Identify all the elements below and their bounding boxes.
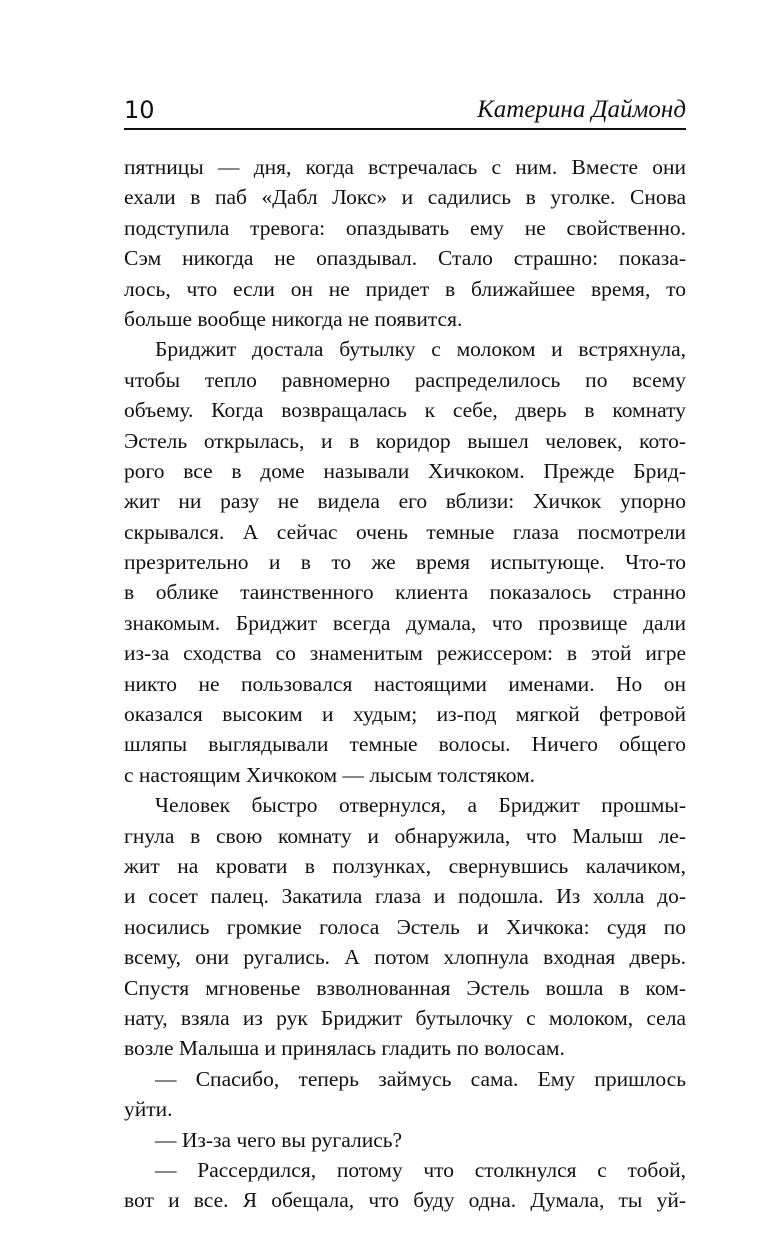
text-line: всему, они ругались. А потом хлопнула входная дверь. — [124, 945, 686, 970]
text-line: — Рассердился, потому что столкнулся с тобой, — [155, 1157, 686, 1182]
paragraph — [124, 152, 686, 334]
text-line: Бриджит достала бутылку с молоком и встряхнула, — [155, 337, 686, 362]
text-line: и сосет палец. Закатила глаза и подошла. Из холла до- — [124, 884, 686, 909]
text-line: больше вообще никогда не появится. — [124, 306, 463, 331]
text-line: Эстель открылась, и в коридор вышел человек, кото- — [124, 428, 686, 453]
paragraph — [124, 1155, 686, 1216]
text-line: рого все в доме называли Хичкоком. Прежде Брид- — [124, 458, 686, 483]
text-line: вот и все. Я обещала, что буду одна. Думала, ты уй- — [124, 1188, 686, 1213]
text-line: жит ни разу не видела его вблизи: Хичкок упорно — [124, 489, 686, 514]
text-line: лось, что если он не придет в ближайшее время, то — [124, 276, 686, 301]
paragraph — [124, 1064, 686, 1125]
paragraph — [124, 334, 686, 790]
text-line: пятницы — дня, когда встречалась с ним. Вместе они — [124, 155, 686, 179]
text-line: жит на кровати в ползунках, свернувшись калачиком, — [124, 853, 686, 878]
text-line: носились громкие голоса Эстель и Хичкока: судя по — [124, 914, 686, 939]
text-line: нату, взяла из рук Бриджит бутылочку с молоком, села — [124, 1005, 686, 1030]
text-line: подступила тревога: опаздывать ему не свойственно. — [124, 215, 686, 240]
text-line: никто не пользовался настоящими именами. Но он — [124, 671, 686, 696]
paragraph — [124, 790, 686, 1064]
body-text — [124, 152, 686, 1216]
page-number: 10 — [124, 96, 155, 124]
paragraph — [124, 1125, 686, 1155]
text-line: из-за сходства со знаменитым режиссером: в этой игре — [124, 641, 686, 666]
text-line: скрывался. А сейчас очень темные глаза посмотрели — [124, 519, 686, 544]
text-line: оказался высоким и худым; из-под мягкой фетровой — [124, 702, 686, 727]
text-line: — Спасибо, теперь займусь сама. Ему пришлось — [155, 1066, 686, 1091]
text-line: в облике таинственного клиента показалось странно — [124, 580, 686, 605]
text-line: гнула в свою комнату и обнаружила, что Малыш ле- — [124, 823, 686, 848]
text-line: шляпы выглядывали темные волосы. Ничего общего — [124, 732, 686, 757]
text-line: ехали в паб «Дабл Локс» и садились в уголке. Снова — [124, 185, 686, 210]
text-line: Человек быстро отвернулся, а Бриджит прошмы- — [155, 793, 686, 818]
text-line: уйти. — [124, 1097, 173, 1122]
text-line: чтобы тепло равномерно распределилось по всему — [124, 367, 686, 392]
text-line: Сэм никогда не опаздывал. Стало страшно: показа- — [124, 246, 686, 271]
text-line: знакомым. Бриджит всегда думала, что прозвище дали — [124, 610, 686, 635]
text-line: Спустя мгновенье взволнованная Эстель вошла в ком- — [124, 975, 686, 1000]
text-line: презрительно и в то же время испытующе. Что-то — [124, 550, 686, 575]
text-line: объему. Когда возвращалась к себе, дверь в комнату — [124, 398, 686, 423]
text-line: возле Малыша и принялась гладить по волосам. — [124, 1036, 565, 1061]
running-head-author: Катерина Даймонд — [477, 96, 686, 123]
page-header — [124, 94, 686, 130]
text-line: — Из-за чего вы ругались? — [155, 1127, 403, 1152]
text-line: с настоящим Хичкоком — лысым толстяком. — [124, 762, 536, 787]
